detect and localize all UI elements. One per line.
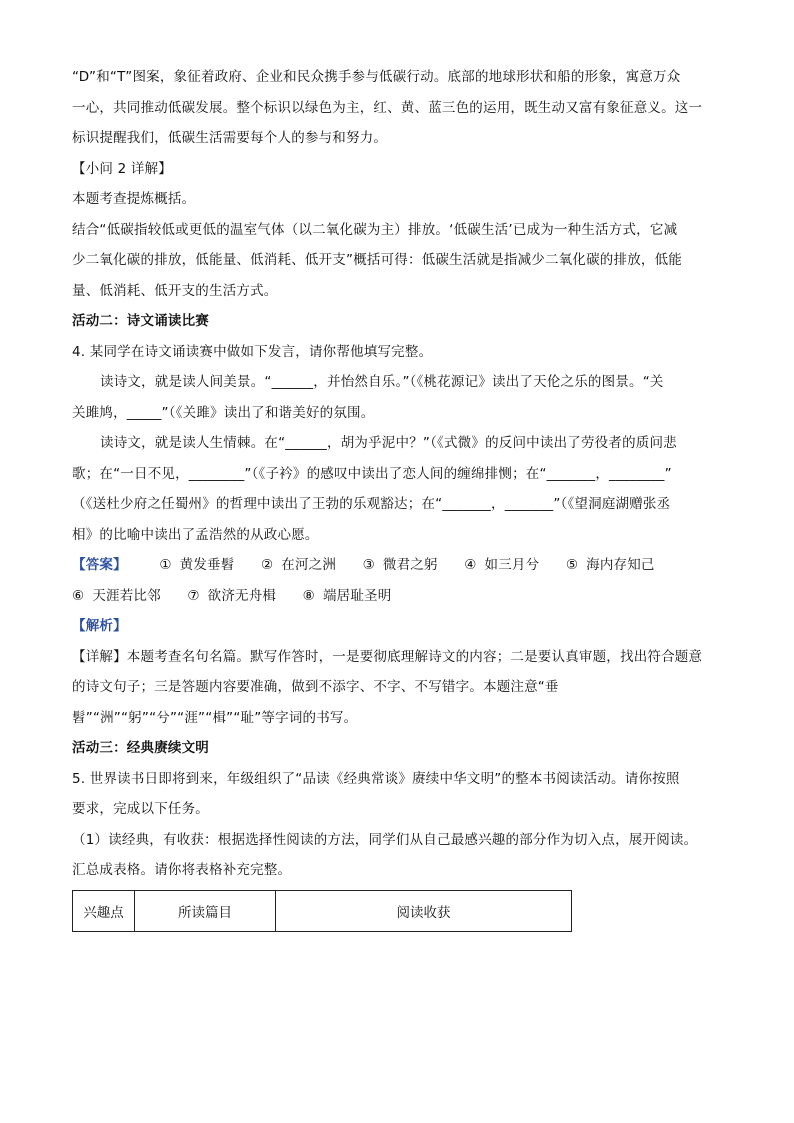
- text-line: 要求，完成以下任务。: [72, 801, 209, 817]
- analysis-label: 【解析】: [72, 618, 127, 634]
- text-line: 汇总成表格。请你将表格补充完整。: [72, 862, 292, 878]
- answer-item: ⑦ 欲济无舟楫: [187, 587, 277, 604]
- text-line: （《送杜少府之任蜀州》的哲理中读出了王勃的乐观豁达；在“_______，_______”（《望洞庭湖赠张丞: [72, 496, 671, 512]
- text-line: “D”和“T”图案，象征着政府、企业和民众携手参与低碳行动。底部的地球形状和船的形象，寓意万众: [72, 69, 681, 85]
- answer-row-1: [72, 550, 728, 581]
- text-line: （1）读经典，有收获：根据选择性阅读的方法，同学们从自己最感兴趣的部分作为切入点，展开阅读。: [72, 831, 698, 848]
- question-5: 5. 世界读书日即将到来，年级组织了“品读《经典常谈》赓续中华文明”的整本书阅读活动。请你按照: [72, 770, 680, 787]
- question-4: 4. 某同学在诗文诵读赛中做如下发言，请你帮他填写完整。: [72, 343, 433, 360]
- text-line: 少二氧化碳的排放，低能量、低消耗、低开支”概括可得：低碳生活就是指减少二氧化碳的排放，低能: [72, 252, 682, 268]
- text-line: 【详解】本题考查名句名篇。默写作答时，一是要彻底理解诗文的内容；二是要认真审题，找出符合题意: [72, 648, 703, 665]
- text-line: 读诗文，就是读人生情棘。在“______，胡为乎泥中？”（《式微》的反问中读出了劳役者的质问悲: [100, 435, 677, 451]
- text-line: 关雎鸠，_____”（《关雎》读出了和谐美好的氛围。: [72, 404, 375, 421]
- subquestion-heading: 【小问 2 详解】: [72, 160, 172, 177]
- text-line: 标识提醒我们，低碳生活需要每个人的参与和努力。: [72, 130, 388, 146]
- table-header-row: [73, 890, 572, 931]
- activity-heading: 活动二：诗文诵读比赛: [72, 313, 209, 329]
- text-line: 歌；在“一日不见，________”（《子衿》的感叹中读出了恋人间的缠绵排恻；在“_______，________”: [72, 465, 672, 482]
- answer-item: ② 在河之洲: [260, 557, 337, 573]
- reading-table: [72, 890, 572, 932]
- answer-item: ⑥ 天涯若比邻: [72, 587, 161, 604]
- table-header-cell: 兴趣点: [73, 890, 135, 931]
- text-line: 相》的比喻中读出了孟浩然的从政心愿。: [72, 526, 319, 543]
- text-line: 髫”“洲”“躬”“兮”“涯”“楫”“耻”等字词的书写。: [72, 709, 358, 726]
- text-line: 读诗文，就是读人间美景。“______，并怡然自乐。”（《桃花源记》读出了天伦之乐的图景。“关: [100, 374, 664, 390]
- answer-item: ① 黄发垂髫: [159, 557, 235, 573]
- text-line: 本题考查提炼概括。: [72, 191, 196, 207]
- answer-item: ③ 微君之躬: [362, 557, 438, 573]
- table-header-cell: 阅读收获: [276, 890, 572, 931]
- document-page: [72, 62, 728, 932]
- text-line: 一心，共同推动低碳发展。整个标识以绿色为主，红、黄、蓝三色的运用，既生动又富有象征意义。这一: [72, 99, 703, 116]
- activity-heading: 活动三：经典赓续文明: [72, 740, 209, 756]
- text-line: 结合“低碳指较低或更低的温室气体（以二氧化碳为主）排放。‘低碳生活’已成为一种生活方式，它减: [72, 221, 678, 238]
- answer-label: 【答案】: [72, 557, 127, 573]
- answer-row-2: [72, 581, 728, 612]
- text-line: 的诗文句子；三是答题内容要准确，做到不添字、不字、不写错字。本题注意“垂: [72, 679, 559, 695]
- text-line: 量、低消耗、低开支的生活方式。: [72, 282, 278, 299]
- answer-item: ⑧ 端居耻圣明: [302, 587, 392, 604]
- table-header-cell: 所读篇目: [135, 890, 276, 931]
- answer-item: ⑤ 海内存知己: [565, 557, 655, 573]
- answer-item: ④ 如三月兮: [464, 557, 540, 573]
